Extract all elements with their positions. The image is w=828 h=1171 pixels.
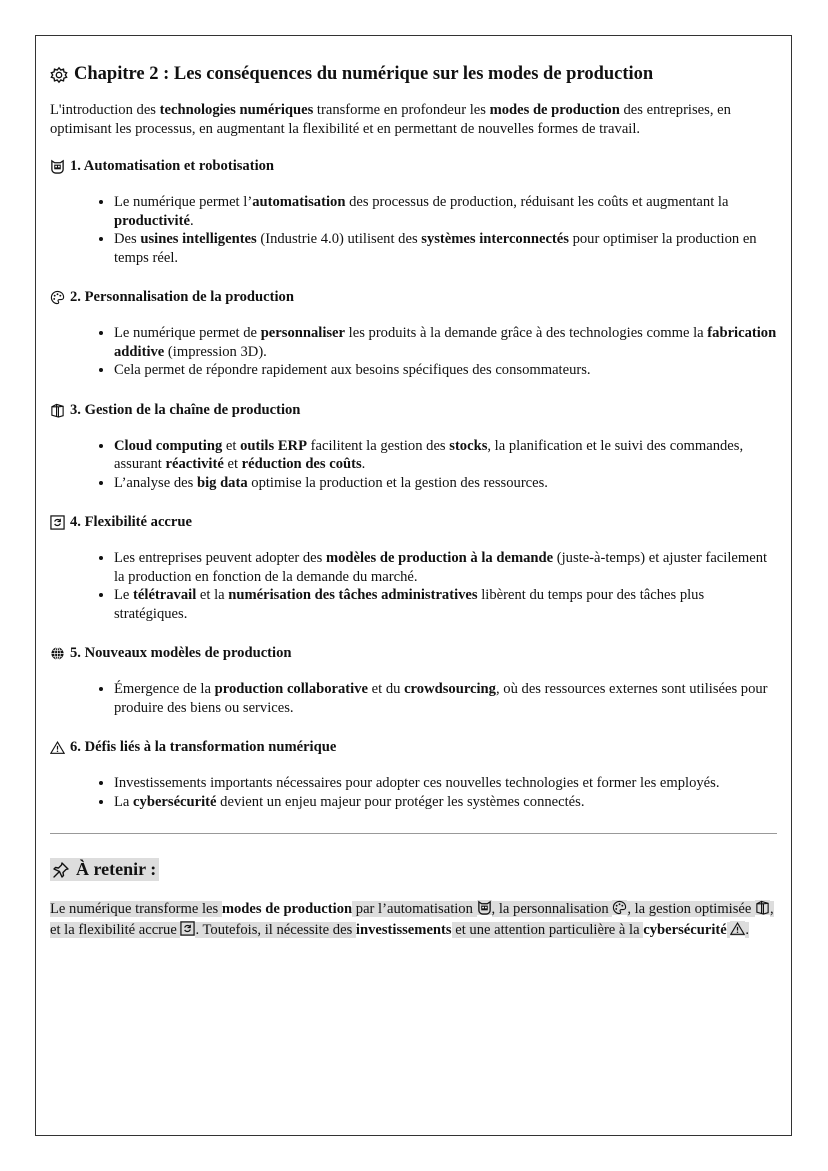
text-segment: facilitent la gestion des <box>307 437 450 454</box>
chapter-title <box>50 64 777 85</box>
gear-icon <box>50 66 68 84</box>
warning-icon <box>730 921 745 936</box>
section-heading-text: 2. Personnalisation de la production <box>70 289 294 305</box>
pin-icon <box>52 861 70 879</box>
document-page <box>35 35 792 1136</box>
text-segment: et <box>222 437 241 454</box>
bullet-list <box>50 324 777 380</box>
palette-icon <box>50 290 65 305</box>
retenir-heading <box>50 858 159 881</box>
text-segment: Les entreprises peuvent adopter des <box>114 550 326 566</box>
text-segment: Le numérique permet l’ <box>114 194 253 210</box>
text-segment: et la <box>196 587 229 603</box>
list-item <box>114 324 777 361</box>
text-segment: (impression 3D). <box>164 343 267 360</box>
section-heading <box>50 739 777 756</box>
text-segment: (Industrie 4.0) utilisent des <box>256 231 422 247</box>
sections <box>50 158 777 811</box>
palette-icon <box>612 900 627 915</box>
section-heading <box>50 158 777 175</box>
text-segment: des entreprises, en optimisant les processus, en augmentant la flexibilité et en permettant de nouvelles formes de travail. <box>50 102 731 137</box>
text-segment: Le numérique transforme les <box>50 901 222 917</box>
bold-text: personnaliser <box>260 325 346 341</box>
text-segment: L'introduction des <box>50 102 160 118</box>
bullet-list <box>50 680 777 717</box>
text-segment: pour optimiser la production en temps réel. <box>114 231 757 266</box>
text-segment: et une attention particulière à la <box>451 922 644 938</box>
text-segment: Le <box>114 587 134 603</box>
text-segment: libèrent du temps pour des tâches plus stratégiques. <box>114 587 705 622</box>
bold-text: usines intelligentes <box>140 231 257 247</box>
bold-text: automatisation <box>252 194 346 210</box>
text-segment: . <box>361 456 366 472</box>
text-segment: . Toutefois, il nécessite des <box>195 922 356 938</box>
section-heading <box>50 514 777 531</box>
list-item <box>114 361 777 380</box>
list-item <box>114 437 777 474</box>
list-item <box>114 586 777 623</box>
text-segment: Émergence de la <box>114 681 215 697</box>
list-item <box>114 793 777 812</box>
section-heading <box>50 645 777 662</box>
text-segment: des processus de production, réduisant les coûts et augmentant la <box>345 194 729 210</box>
robot-icon <box>50 159 65 174</box>
bold-text: réduction des coûts <box>241 456 362 472</box>
list-item <box>114 474 777 493</box>
bold-text: modes de production <box>489 102 620 118</box>
bold-text: big data <box>196 474 248 491</box>
text-segment: par l’automatisation <box>352 901 477 917</box>
list-item <box>114 230 777 267</box>
list-item <box>114 680 777 717</box>
list-item <box>114 549 777 586</box>
warning-icon <box>50 740 65 755</box>
bold-text: numérisation des tâches administratives <box>228 587 478 603</box>
text-segment: . <box>189 212 194 229</box>
bold-text: cybersécurité <box>133 793 217 810</box>
text-segment: , la personnalisation <box>491 901 613 917</box>
bullet-list <box>50 437 777 493</box>
bullet-list <box>50 549 777 623</box>
bold-text: technologies numériques <box>159 102 314 118</box>
section-heading-text: 3. Gestion de la chaîne de production <box>70 401 301 418</box>
text-segment: (juste-à-temps) et ajuster facilement la production en fonction de la demande du marché. <box>114 550 768 585</box>
section-heading-text: 1. Automatisation et robotisation <box>70 158 275 174</box>
bullet-list <box>50 193 777 267</box>
bullet-list <box>50 774 777 811</box>
text-segment: L’analyse des <box>114 474 197 491</box>
text-segment: , et la flexibilité accrue <box>50 901 774 938</box>
bold-text: outils ERP <box>240 437 308 454</box>
bold-text: systèmes interconnectés <box>421 231 569 247</box>
bold-text: investissements <box>355 922 452 938</box>
bold-text: fabrication additive <box>114 325 777 360</box>
list-item <box>114 774 777 793</box>
bold-text: modes de production <box>221 901 353 917</box>
bold-text: production collaborative <box>214 681 368 697</box>
bold-text: modèles de production à la demande <box>325 550 554 566</box>
summary-paragraph <box>50 899 777 941</box>
bold-text: stocks <box>449 437 488 454</box>
bold-text: cybersécurité <box>643 922 727 938</box>
text-segment: et du <box>368 681 405 697</box>
text-segment: Le numérique permet de <box>114 325 261 341</box>
list-item <box>114 193 777 230</box>
text-segment: Investissements importants nécessaires pour adopter ces nouvelles technologies et former les employés. <box>114 775 720 791</box>
package-icon <box>755 900 770 915</box>
text-segment: et <box>223 456 242 472</box>
section-heading <box>50 402 777 419</box>
section-heading-text: 5. Nouveaux modèles de production <box>70 645 292 661</box>
text-segment: , où des ressources externes sont utilisées pour produire des biens ou services. <box>114 681 768 716</box>
text-segment: transforme en profondeur les <box>313 102 490 118</box>
chapter-title-text: Chapitre 2 : Les conséquences du numérique sur les modes de production <box>74 64 654 84</box>
robot-icon <box>477 900 492 915</box>
text-segment: , la gestion optimisée <box>627 901 756 917</box>
text-segment: optimise la production et la gestion des ressources. <box>247 474 548 491</box>
bold-text: réactivité <box>165 456 224 472</box>
refresh-icon <box>50 515 65 530</box>
section-heading-text: 4. Flexibilité accrue <box>70 514 192 530</box>
divider <box>50 833 777 834</box>
text-segment: Des <box>114 231 141 247</box>
text-segment: les produits à la demande grâce à des technologies comme la <box>345 325 708 341</box>
bold-text: Cloud computing <box>114 437 223 454</box>
retenir-label: À retenir : <box>76 859 157 879</box>
package-icon <box>50 403 65 418</box>
intro-paragraph <box>50 101 777 138</box>
text-segment: Cela permet de répondre rapidement aux besoins spécifiques des consommateurs. <box>114 362 591 378</box>
bold-text: télétravail <box>133 587 197 603</box>
bold-text: crowdsourcing <box>404 681 496 697</box>
section-heading-text: 6. Défis liés à la transformation numérique <box>70 739 337 755</box>
text-segment: . <box>745 922 750 938</box>
text-segment: , la planification et le suivi des commandes, assurant <box>114 437 744 472</box>
globe-icon <box>50 646 65 661</box>
text-segment: La <box>114 793 134 810</box>
section-heading <box>50 289 777 306</box>
bold-text: productivité <box>114 212 190 229</box>
text-segment: devient un enjeu majeur pour protéger les systèmes connectés. <box>216 793 585 810</box>
refresh-icon <box>180 921 195 936</box>
